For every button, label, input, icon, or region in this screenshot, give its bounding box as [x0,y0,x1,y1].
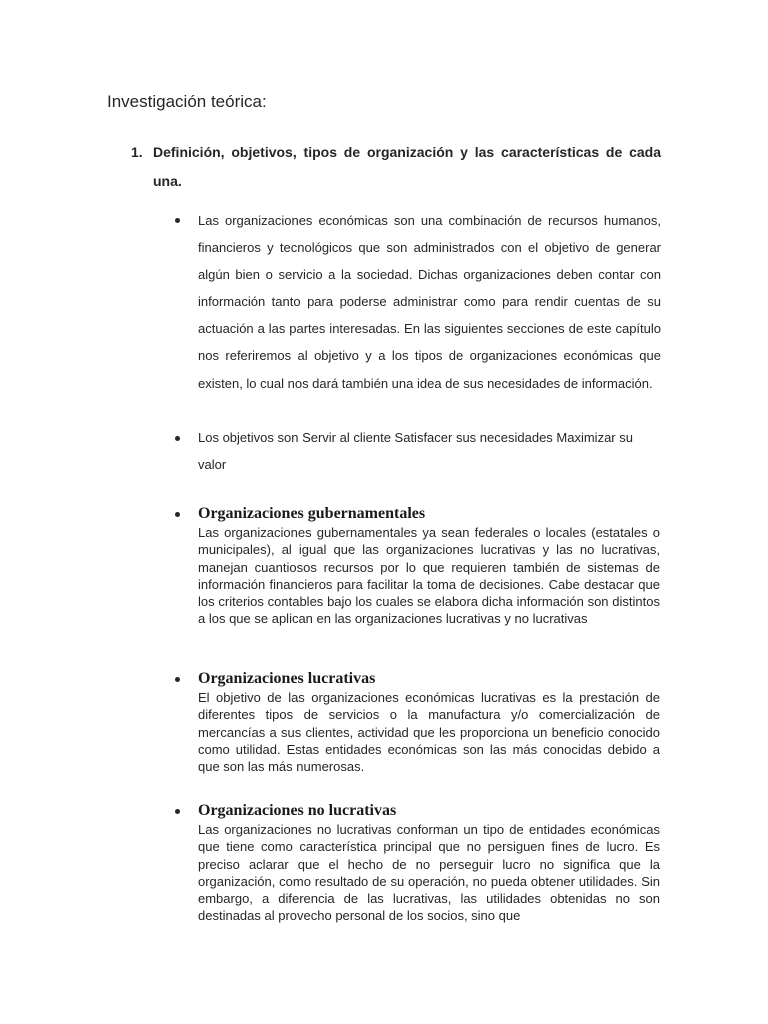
heading-number: 1. [131,144,143,160]
section-lucrativas [198,669,661,775]
bullet-dot [175,436,180,441]
page-title: Investigación teórica: [107,92,267,111]
section-body: Las organizaciones no lucrativas conforman un tipo de entidades económicas que tiene como característica principal que no persiguen fines de lucro. Es preciso aclarar que el hecho de no perseguir lucro no significa que la organización, como resultado de su operación, no pueda obtener utilidades. Sin embargo, a diferencia de las lucrativas, las utilidades obtenidas no son destinadas al provecho personal de los socios, sino que [198,822,660,924]
section-body: El objetivo de las organizaciones económicas lucrativas es la prestación de diferentes tipos de servicios o la manufactura y/o comercialización de mercancías a sus clientes, actividad que les proporciona un beneficio conocido como utilidad. Estas entidades económicas son las más conocidas debido a que son las más numerosas. [198,690,660,775]
bullet-dot [175,218,180,223]
section-no-lucrativas [198,801,661,925]
bullet-dot [175,677,180,682]
heading-text: Definición, objetivos, tipos de organización y las características de cada una. [153,144,661,189]
section-heading: Organizaciones lucrativas [198,670,376,687]
section-heading: Organizaciones gubernamentales [198,505,426,522]
bullet-paragraph: Los objetivos son Servir al cliente Satisfacer sus necesidades Maximizar su valor [198,430,633,472]
bullet-paragraph: Las organizaciones económicas son una combinación de recursos humanos, financieros y tecnológicos que son administrados con el objetivo de generar algún bien o servicio a la sociedad. Dichas organizaciones deben contar con información tanto para poderse administrar como para rendir cuentas de su actuación a las partes interesadas. En las siguientes secciones de este capítulo nos referiremos al objetivo y a los tipos de organizaciones económicas que existen, lo cual nos dará también una idea de sus necesidades de información. [198,213,661,391]
section-heading: Organizaciones no lucrativas [198,802,397,819]
bullet-dot [175,809,180,814]
bullet-dot [175,512,180,517]
section-gubernamentales [198,504,661,628]
section-body: Las organizaciones gubernamentales ya sean federales o locales (estatales o municipales), al igual que las organizaciones lucrativas y las no lucrativas, manejan cuantiosos recursos por lo que requieren también de sistemas de información financieros para facilitar la toma de decisiones. Cabe destacar que los criterios contables bajo los cuales se elabora dicha información son distintos a los que se aplican en las organizaciones lucrativas y no lucrativas [198,525,660,627]
